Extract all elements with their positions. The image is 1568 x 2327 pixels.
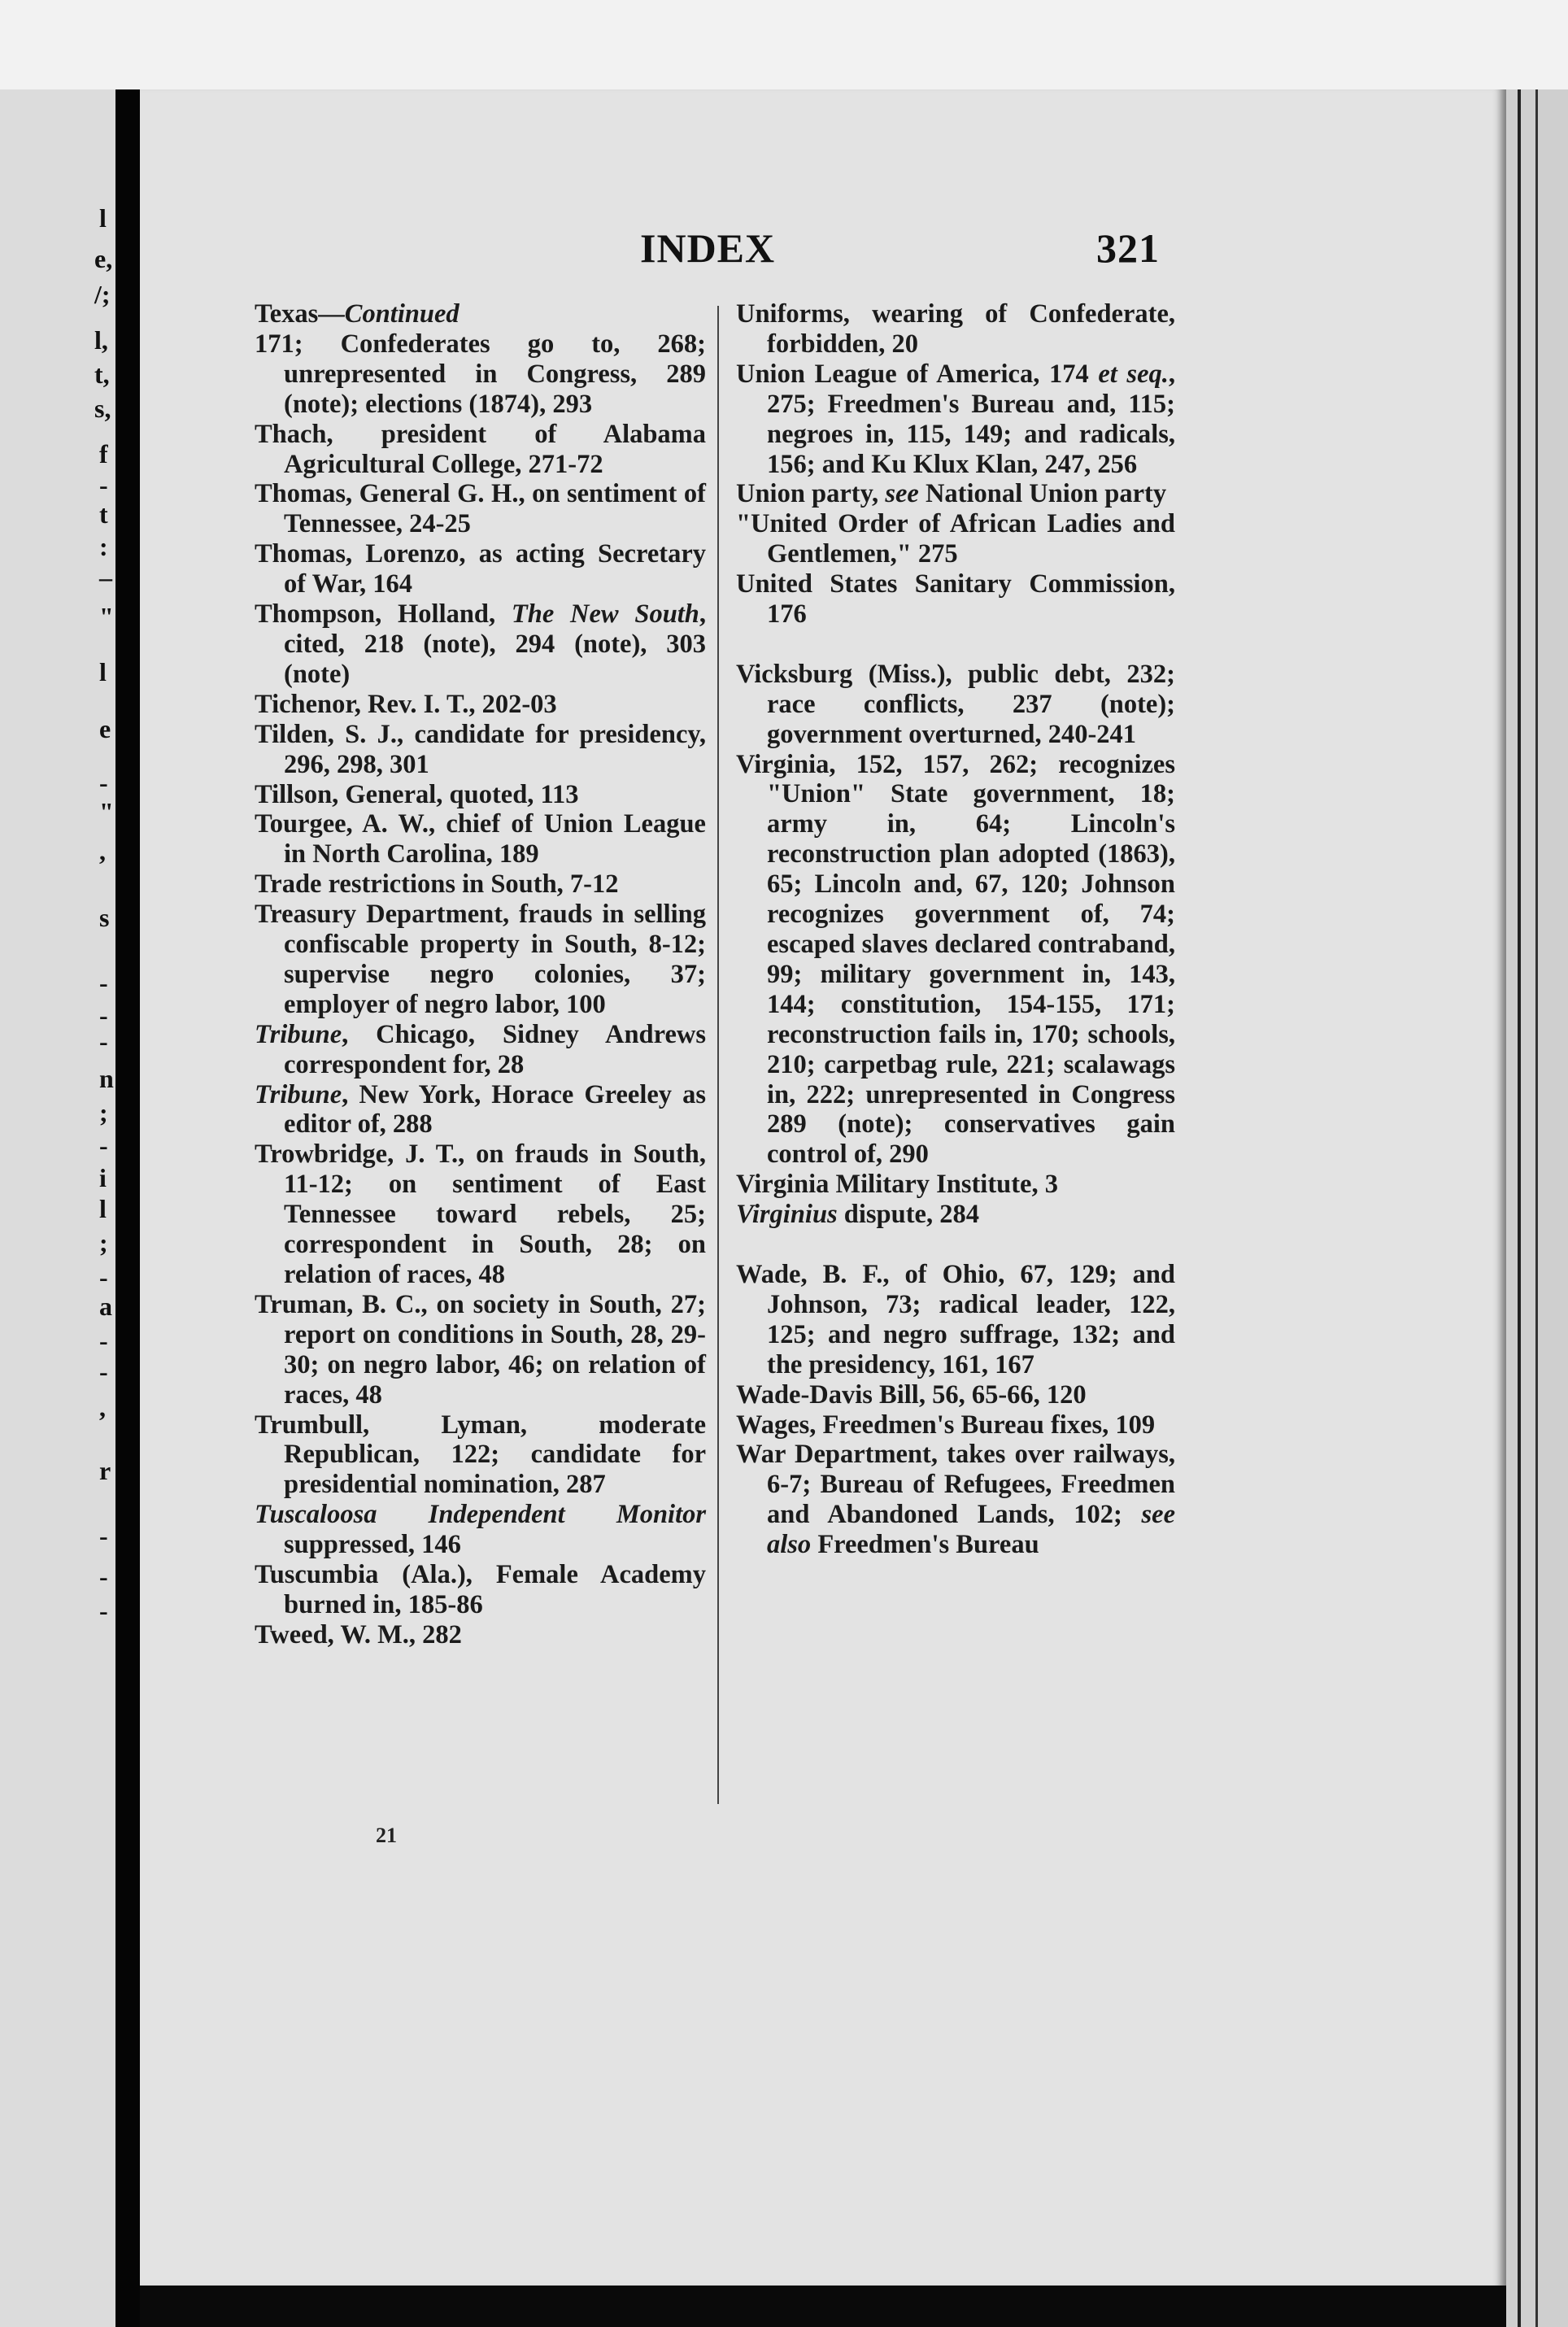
index-entry: Tribune, New York, Horace Greeley as editor of, 288 bbox=[255, 1079, 706, 1140]
left-page-text-fragment: - bbox=[99, 470, 108, 499]
left-page-text-fragment: t bbox=[99, 499, 108, 529]
left-page-text-fragment: - bbox=[99, 1357, 108, 1386]
left-page-text-fragment: r bbox=[99, 1456, 111, 1485]
index-entry: Union party, see National Union party bbox=[736, 479, 1167, 509]
left-page-text-fragment: a bbox=[99, 1292, 112, 1321]
left-page-text-fragment: t, bbox=[94, 360, 110, 389]
left-page-text-fragment: - bbox=[99, 1596, 108, 1625]
index-entry: Trumbull, Lyman, moderate Republican, 122; candidate for presidential nomination, 287 bbox=[255, 1410, 706, 1500]
left-page-text-fragment: , bbox=[99, 1392, 106, 1422]
index-entry: Tilden, S. J., candidate for presidency, 296, 298, 301 bbox=[255, 719, 706, 779]
index-entry: Truman, B. C., on society in South, 27; report on conditions in South, 28, 29-30; on negro labor, 46; on relation of races, 48 bbox=[255, 1289, 706, 1410]
book-gutter bbox=[115, 89, 140, 2327]
left-page-text-fragment: " bbox=[99, 797, 114, 826]
left-page-text-fragment: - bbox=[99, 768, 108, 797]
left-page-text-fragment: /; bbox=[94, 280, 111, 309]
left-page-text-fragment: n bbox=[99, 1064, 114, 1093]
running-head-title: INDEX bbox=[640, 225, 776, 271]
index-entry: Virginia, 152, 157, 262; recognizes "Union" State government, 18; army in, 64; Lincoln's reconstruction plan adopted (1863), 65; Lincoln and, 67, 120; Johnson recognizes government of, 74; escaped slaves declared contraband, 99; military government in, 143, 144; constitution, 154-155, 171; reconstruction fails in, 170; schools, 210; carpetbag rule, 221; scalawags in, 222; unrepresented in Congress 289 (note); conservatives gain control of, 290 bbox=[736, 749, 1175, 1170]
left-page-text-fragment: - bbox=[99, 1562, 108, 1591]
left-page-text-fragment: : bbox=[99, 532, 108, 561]
left-page-text-fragment: - bbox=[99, 1326, 108, 1355]
scan-top-margin bbox=[0, 0, 1568, 89]
index-column-left bbox=[255, 299, 706, 1650]
index-entry: Tillson, General, quoted, 113 bbox=[255, 779, 579, 809]
index-entry: Wade-Davis Bill, 56, 65-66, 120 bbox=[736, 1379, 1087, 1410]
index-entry: Tuscumbia (Ala.), Female Academy burned in, 185-86 bbox=[255, 1560, 706, 1619]
adjacent-page-edge bbox=[0, 89, 115, 2327]
left-page-text-fragment: - bbox=[99, 1131, 108, 1160]
column-divider bbox=[717, 306, 719, 1804]
left-page-text-fragment: ; bbox=[99, 1098, 108, 1127]
index-entry: "United Order of African Ladies and Gentlemen," 275 bbox=[736, 509, 1175, 569]
left-page-text-fragment: - bbox=[99, 1026, 108, 1056]
index-entry: Texas—Continued bbox=[255, 299, 460, 329]
index-entry: Tweed, W. M., 282 bbox=[255, 1619, 462, 1649]
index-section-gap bbox=[736, 1230, 1175, 1260]
left-page-text-fragment: e bbox=[99, 714, 111, 743]
left-page-text-fragment: s bbox=[99, 903, 110, 932]
left-page-text-fragment: – bbox=[99, 563, 112, 592]
left-page-text-fragment: i bbox=[99, 1163, 107, 1192]
left-page-text-fragment: l bbox=[99, 1194, 107, 1223]
index-entry: Trade restrictions in South, 7-12 bbox=[255, 869, 619, 900]
index-entry: Virginia Military Institute, 3 bbox=[736, 1170, 1058, 1200]
index-entry: Wade, B. F., of Ohio, 67, 129; and Johnson, 73; radical leader, 122, 125; and negro suffrage, 132; and the presidency, 161, 167 bbox=[736, 1259, 1175, 1379]
index-entry: Tribune, Chicago, Sidney Andrews correspondent for, 28 bbox=[255, 1019, 706, 1079]
page-number: 321 bbox=[1096, 225, 1160, 271]
index-entry: 171; Confederates go to, 268; unrepresented in Congress, 289 (note); elections (1874), 293 bbox=[255, 329, 706, 419]
index-entry: Tichenor, Rev. I. T., 202-03 bbox=[255, 689, 557, 719]
left-page-text-fragment: l bbox=[99, 203, 107, 233]
left-page-text-fragment: f bbox=[99, 439, 108, 468]
index-entry: Trowbridge, J. T., on frauds in South, 11-12; on sentiment of East Tennessee toward rebels, 25; correspondent in South, 28; on relation of races, 48 bbox=[255, 1140, 706, 1289]
index-entry: Tourgee, A. W., chief of Union League in North Carolina, 189 bbox=[255, 809, 706, 869]
left-page-text-fragment: - bbox=[99, 1262, 108, 1292]
left-page-text-fragment: s, bbox=[94, 394, 111, 423]
left-page-text-fragment: , bbox=[99, 836, 106, 865]
index-entry: Union League of America, 174 et seq., 275; Freedmen's Bureau and, 115; negroes in, 115, 149; and radicals, 156; and Ku Klux Klan, 247, 256 bbox=[736, 359, 1175, 479]
index-column-right bbox=[736, 299, 1175, 1560]
left-page-text-fragment: - bbox=[99, 968, 108, 997]
left-page-text-fragment: - bbox=[99, 1000, 108, 1030]
index-entry: Thomas, Lorenzo, as acting Secretary of War, 164 bbox=[255, 539, 706, 599]
left-page-text-fragment: l bbox=[99, 657, 107, 686]
index-entry: Vicksburg (Miss.), public debt, 232; race conflicts, 237 (note); government overturned, 240-241 bbox=[736, 659, 1175, 749]
left-page-text-fragment: e, bbox=[94, 244, 113, 273]
index-entry: Uniforms, wearing of Confederate, forbidden, 20 bbox=[736, 299, 1175, 359]
index-entry: Wages, Freedmen's Bureau fixes, 109 bbox=[736, 1410, 1156, 1440]
index-entry: Thompson, Holland, The New South, cited, 218 (note), 294 (note), 303 (note) bbox=[255, 599, 706, 689]
index-entry: Treasury Department, frauds in selling confiscable property in South, 8-12; supervise negro colonies, 37; employer of negro labor, 100 bbox=[255, 900, 706, 1019]
left-page-text-fragment: - bbox=[99, 1521, 108, 1550]
index-entry: Tuscaloosa Independent Monitor suppressed, 146 bbox=[255, 1500, 706, 1560]
index-entry: Thach, president of Alabama Agricultural College, 271-72 bbox=[255, 419, 706, 479]
left-page-text-fragment: " bbox=[99, 602, 114, 631]
index-entry: Thomas, General G. H., on sentiment of Tennessee, 24-25 bbox=[255, 479, 706, 539]
signature-mark: 21 bbox=[376, 1824, 397, 1847]
index-entry: War Department, takes over railways, 6-7; Bureau of Refugees, Freedmen and Abandoned Lands, 102; see also Freedmen's Bureau bbox=[736, 1440, 1175, 1560]
index-section-gap bbox=[736, 630, 1175, 660]
index-entry: Virginius dispute, 284 bbox=[736, 1200, 979, 1230]
left-page-text-fragment: ; bbox=[99, 1228, 108, 1257]
index-entry: United States Sanitary Commission, 176 bbox=[736, 569, 1175, 630]
left-page-text-fragment: l, bbox=[94, 325, 108, 355]
page-stack-edge bbox=[1506, 89, 1568, 2327]
